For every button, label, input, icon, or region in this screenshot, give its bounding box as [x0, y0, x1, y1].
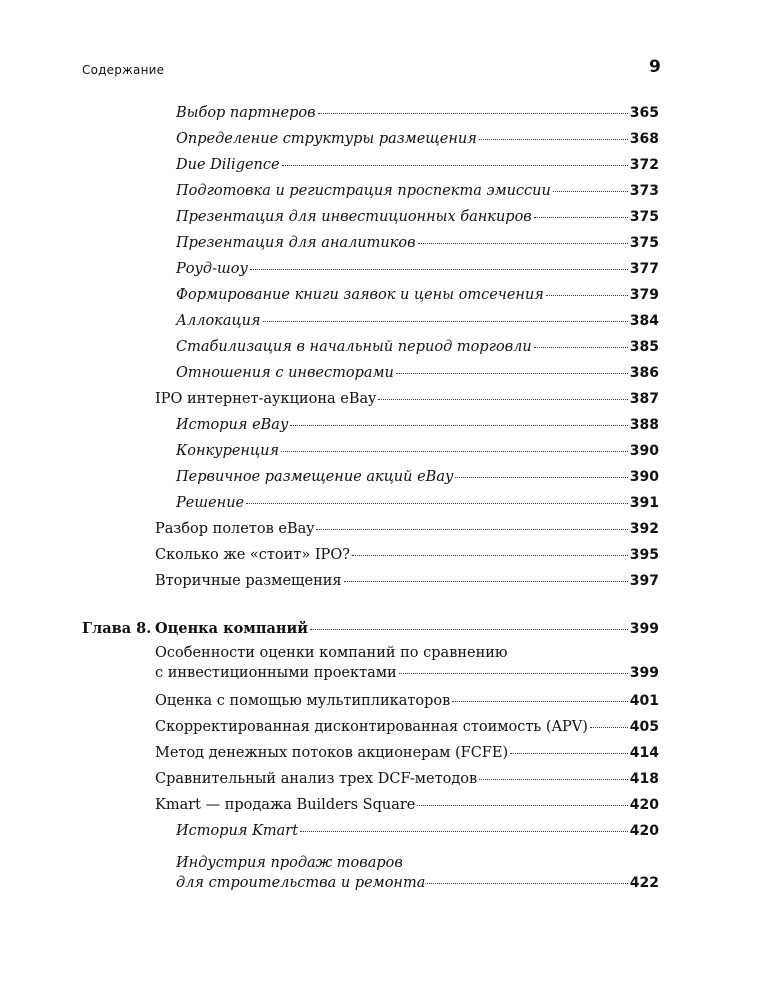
toc-entry[interactable]	[176, 822, 659, 840]
toc-entry-label	[155, 664, 397, 682]
toc-entry-label	[176, 260, 248, 278]
toc-entry-text: Презентация для инвестиционных банкиров	[176, 209, 532, 225]
toc-page-number: 385	[629, 339, 659, 355]
toc-page-number: 418	[629, 771, 659, 787]
toc-entry-label	[155, 744, 508, 762]
toc-entry-text: Метод денежных потоков акционерам (FCFE)	[155, 745, 509, 761]
running-header-title: Содержание	[82, 63, 165, 77]
dot-leader	[396, 373, 628, 374]
toc-entry[interactable]	[155, 572, 659, 590]
toc-entry-first-line: Особенности оценки компаний по сравнению	[155, 645, 508, 661]
toc-entry-text: История eBay	[176, 417, 289, 433]
dot-leader	[250, 269, 628, 270]
dot-leader	[455, 477, 628, 478]
toc-entry-label	[176, 874, 425, 892]
dot-leader	[246, 503, 628, 504]
toc-entry-label	[176, 468, 453, 486]
toc-entry[interactable]	[155, 664, 659, 682]
dot-leader	[352, 555, 628, 556]
dot-leader	[318, 113, 628, 114]
toc-entry-text: Аллокация	[176, 313, 261, 329]
toc-entry-text: Роуд-шоу	[176, 261, 248, 277]
toc-page-number: 391	[629, 495, 659, 511]
toc-entry[interactable]	[176, 364, 659, 382]
dot-leader	[590, 727, 628, 728]
toc-entry[interactable]	[176, 130, 659, 148]
toc-entry-text: Скорректированная дисконтированная стоимость (APV)	[155, 719, 588, 735]
toc-entry-label	[155, 572, 342, 590]
toc-entry[interactable]	[155, 390, 659, 408]
dot-leader	[479, 779, 628, 780]
toc-entry[interactable]	[176, 208, 659, 226]
toc-entry[interactable]	[155, 546, 659, 564]
toc-entry-label	[176, 156, 280, 174]
toc-entry-label	[82, 620, 308, 638]
toc-entry-text: Подготовка и регистрация проспекта эмиссии	[176, 183, 551, 199]
toc-entry-text: для строительства и ремонта	[176, 875, 426, 891]
toc-entry-text: Выбор партнеров	[176, 105, 316, 121]
toc-entry[interactable]	[155, 744, 659, 762]
toc-entry[interactable]	[176, 494, 659, 512]
toc-entry-text: Определение структуры размещения	[176, 131, 477, 147]
dot-leader	[546, 295, 628, 296]
toc-page-number: 390	[629, 469, 659, 485]
dot-leader	[427, 883, 627, 884]
toc-entry-text: IPO интернет-аукциона eBay	[155, 391, 377, 407]
toc-page-number: 377	[629, 261, 659, 277]
toc-entry-text: Первичное размещение акций eBay	[176, 469, 454, 485]
toc-entry-label	[176, 364, 394, 382]
toc-entry[interactable]	[176, 442, 659, 460]
toc-entry-text: Сравнительный анализ трех DCF-методов	[155, 771, 478, 787]
toc-entry-text: Стабилизация в начальный период торговли	[176, 339, 532, 355]
toc-entry-label	[176, 338, 532, 356]
dot-leader	[452, 701, 627, 702]
toc-entry-label	[176, 494, 244, 512]
toc-page-number: 420	[629, 797, 659, 813]
toc-entry-text: История Kmart	[176, 823, 299, 839]
toc-entry-label	[176, 442, 279, 460]
toc-entry[interactable]	[155, 770, 659, 788]
toc-entry-text: Вторичные размещения	[155, 573, 342, 589]
toc-entry-text: Разбор полетов eBay	[155, 521, 315, 537]
toc-page-number: 388	[629, 417, 659, 433]
dot-leader	[316, 529, 627, 530]
toc-entry-label	[176, 822, 298, 840]
toc-entry-text: с инвестиционными проектами	[155, 665, 397, 681]
toc-entry-label	[176, 208, 532, 226]
chapter-number: Глава 8.	[82, 620, 152, 637]
toc-page-number: 399	[629, 665, 659, 681]
toc-entry[interactable]	[176, 104, 659, 122]
toc-entry-label	[176, 234, 416, 252]
toc-entry-label	[155, 520, 314, 538]
toc-entry-label	[176, 416, 288, 434]
toc-page-number: 375	[629, 209, 659, 225]
dot-leader	[344, 581, 628, 582]
toc-entry-label	[155, 390, 376, 408]
toc-entry-text: Формирование книги заявок и цены отсечения	[176, 287, 544, 303]
toc-entry[interactable]	[176, 182, 659, 200]
toc-entry-text: Оценка с помощью мультипликаторов	[155, 693, 451, 709]
toc-page-number: 365	[629, 105, 659, 121]
toc-entry[interactable]	[176, 874, 659, 892]
toc-entry[interactable]	[176, 468, 659, 486]
toc-page-number: 422	[629, 875, 659, 891]
toc-page-number: 395	[629, 547, 659, 563]
page-number: 9	[649, 57, 661, 77]
toc-entry-label	[155, 546, 350, 564]
toc-entry-label	[176, 312, 261, 330]
toc-page-number: 414	[629, 745, 659, 761]
toc-page-number: 384	[629, 313, 659, 329]
toc-entry[interactable]	[176, 338, 659, 356]
toc-page-number: 399	[629, 621, 659, 637]
toc-entry[interactable]	[176, 260, 659, 278]
dot-leader	[378, 399, 627, 400]
toc-page-number: 392	[629, 521, 659, 537]
dot-leader	[282, 165, 628, 166]
toc-entry[interactable]	[155, 718, 659, 736]
dot-leader	[553, 191, 628, 192]
dot-leader	[510, 753, 628, 754]
toc-page-number: 373	[629, 183, 659, 199]
toc-entry-label	[155, 718, 588, 736]
toc-entry-text: Конкуренция	[176, 443, 280, 459]
toc-page-number: 420	[629, 823, 659, 839]
toc-entry[interactable]	[176, 234, 659, 252]
dot-leader	[300, 831, 628, 832]
toc-page-number: 379	[629, 287, 659, 303]
dot-leader	[534, 347, 628, 348]
toc-page-number: 390	[629, 443, 659, 459]
toc-entry[interactable]	[155, 520, 659, 538]
toc-entry-text: Решение	[176, 495, 245, 511]
dot-leader	[290, 425, 628, 426]
toc-entry-first-line: Индустрия продаж товаров	[176, 855, 403, 871]
toc-entry-label	[176, 182, 551, 200]
toc-entry[interactable]	[176, 286, 659, 304]
toc-page-number: 375	[629, 235, 659, 251]
dot-leader	[534, 217, 628, 218]
dot-leader	[479, 139, 628, 140]
toc-page-number: 368	[629, 131, 659, 147]
toc-entry[interactable]	[155, 796, 659, 814]
toc-entry-text: Отношения с инвесторами	[176, 365, 394, 381]
toc-entry-text: Презентация для аналитиков	[176, 235, 416, 251]
toc-entry-label	[176, 130, 477, 148]
toc-entry-label	[176, 104, 316, 122]
toc-page-number: 387	[629, 391, 659, 407]
toc-page-number: 397	[629, 573, 659, 589]
toc-page-number: 405	[629, 719, 659, 735]
toc-entry[interactable]	[176, 416, 659, 434]
toc-page-number: 372	[629, 157, 659, 173]
dot-leader	[417, 805, 627, 806]
toc-entry[interactable]	[155, 692, 659, 710]
toc-entry-label	[155, 770, 477, 788]
toc-page-number: 401	[629, 693, 659, 709]
toc-entry-label	[155, 692, 450, 710]
toc-entry[interactable]	[176, 312, 659, 330]
toc-entry[interactable]	[176, 156, 659, 174]
dot-leader	[310, 629, 628, 630]
toc-entry-label	[155, 796, 415, 814]
toc-entry-text: Сколько же «стоит» IPO?	[155, 547, 350, 563]
toc-entry-text: Due Diligence	[176, 157, 280, 173]
dot-leader	[281, 451, 628, 452]
dot-leader	[263, 321, 628, 322]
toc-entry-label	[176, 286, 544, 304]
dot-leader	[399, 673, 628, 674]
dot-leader	[418, 243, 628, 244]
toc-entry-text: Kmart — продажа Builders Square	[155, 797, 416, 813]
toc-page-number: 386	[629, 365, 659, 381]
toc-chapter-entry[interactable]	[82, 620, 659, 638]
toc-entry-text: Оценка компаний	[155, 620, 308, 637]
